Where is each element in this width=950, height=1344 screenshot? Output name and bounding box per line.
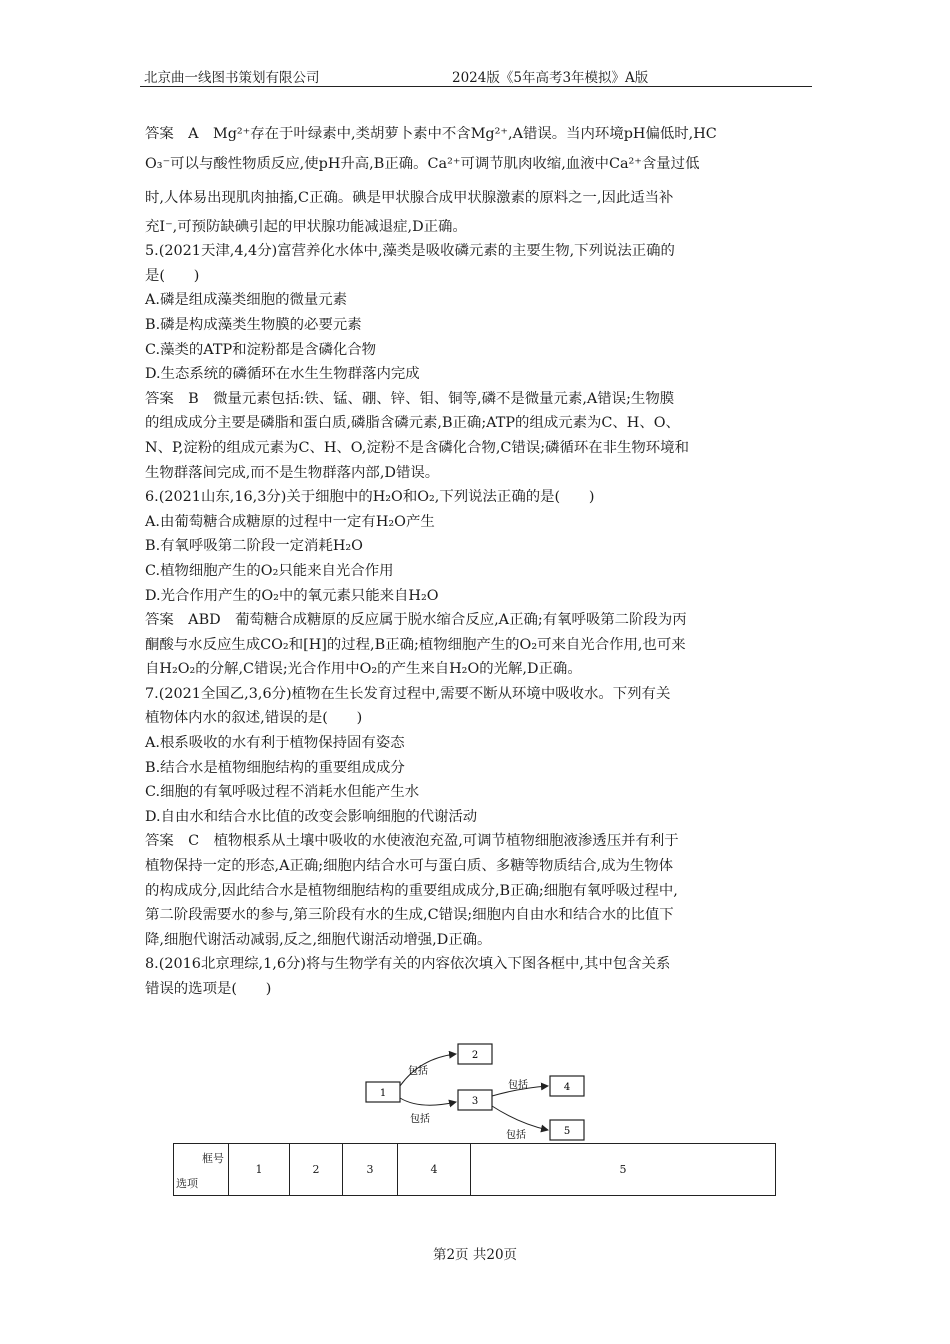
column-header: 2 — [290, 1144, 343, 1196]
arrow-3-to-5 — [492, 1106, 548, 1130]
header-option-label: 选项 — [176, 1177, 198, 1190]
answer-7: 第二阶段需要水的参与,第三阶段有水的生成,C错误;细胞内自由水和结合水的比值下 — [145, 907, 674, 924]
question-5-stem: 5.(2021天津,4,4分)富营养化水体中,藻类是吸收磷元素的主要生物,下列说法正确的 — [145, 243, 675, 260]
question-5-stem: 是( ) — [145, 267, 200, 284]
options-table — [173, 1143, 776, 1196]
text-line: 时,人体易出现肌肉抽搐,C正确。碘是甲状腺合成甲状腺激素的原料之一,因此适当补 — [145, 189, 674, 206]
text-line: 答案 A Mg²⁺存在于叶绿素中,类胡萝卜素中不含Mg²⁺,A错误。当内环境pH偏低时,HC — [145, 126, 717, 142]
text-line: O₃⁻可以与酸性物质反应,使pH升高,B正确。Ca²⁺可调节肌肉收缩,血液中Ca²⁺含量过低 — [145, 155, 700, 172]
book-title: 2024版《5年高考3年模拟》A版 — [452, 70, 649, 86]
option-b: B.有氧呼吸第二阶段一定消耗H₂O — [145, 538, 363, 555]
answer-5: 答案 B 微量元素包括:铁、锰、硼、锌、钼、铜等,磷不是微量元素,A错误;生物膜 — [145, 390, 675, 407]
answer-6: 酮酸与水反应生成CO₂和[H]的过程,B正确;植物细胞产生的O₂可来自光合作用,也可来 — [145, 636, 686, 653]
answer-5: N、P,淀粉的组成元素为C、H、O,淀粉不是含磷化合物,C错误;磷循环在非生物环境和 — [145, 439, 689, 456]
diagram-box-2-label: 2 — [471, 1050, 479, 1061]
question-7-stem: 植物体内水的叙述,错误的是( ) — [145, 710, 363, 727]
header-frame-label: 框号 — [202, 1152, 224, 1165]
page-body — [145, 122, 805, 1002]
option-d: D.自由水和结合水比值的改变会影响细胞的代谢活动 — [145, 808, 478, 825]
option-d: D.生态系统的磷循环在水生生物群落内完成 — [145, 366, 420, 383]
column-header: 4 — [398, 1144, 471, 1196]
arrow-1-to-3 — [400, 1098, 456, 1105]
diagram-box-5-label: 5 — [563, 1126, 571, 1137]
answer-5: 的组成成分主要是磷脂和蛋白质,磷脂含磷元素,B正确;ATP的组成元素为C、H、O、 — [145, 415, 680, 432]
answer-7: 降,细胞代谢活动减弱,反之,细胞代谢活动增强,D正确。 — [145, 931, 492, 948]
arrow-label: 包括 — [508, 1080, 528, 1091]
question-8-stem: 错误的选项是( ) — [145, 981, 272, 997]
publisher-name: 北京曲一线图书策划有限公司 — [144, 70, 320, 86]
page-number: 第2页 共20页 — [432, 1247, 518, 1263]
option-c: C.植物细胞产生的O₂只能来自光合作用 — [145, 562, 394, 579]
option-d: D.光合作用产生的O₂中的氧元素只能来自H₂O — [145, 587, 439, 604]
table-header-cell — [174, 1144, 229, 1196]
diagram-box-1-label: 1 — [379, 1088, 387, 1099]
answer-7: 的构成成分,因此结合水是植物细胞结构的重要组成成分,B正确;细胞有氧呼吸过程中, — [145, 882, 678, 899]
text-line: 充I⁻,可预防缺碘引起的甲状腺功能减退症,D正确。 — [145, 218, 467, 235]
option-a: A.根系吸收的水有利于植物保持固有姿态 — [145, 735, 405, 752]
question-8-stem: 8.(2016北京理综,1,6分)将与生物学有关的内容依次填入下图各框中,其中包含关系 — [145, 956, 671, 973]
option-c: C.藻类的ATP和淀粉都是含磷化合物 — [145, 341, 377, 358]
diagram-box-3-label: 3 — [471, 1096, 479, 1107]
inclusion-diagram — [360, 1040, 600, 1142]
option-b: B.结合水是植物细胞结构的重要组成成分 — [145, 759, 405, 776]
arrow-label: 包括 — [410, 1114, 430, 1125]
answer-6: 自H₂O₂的分解,C错误;光合作用中O₂的产生来自H₂O的光解,D正确。 — [145, 661, 582, 678]
column-header: 1 — [229, 1144, 290, 1196]
option-a: A.由葡萄糖合成糖原的过程中一定有H₂O产生 — [145, 513, 435, 530]
page-header — [140, 66, 812, 87]
option-b: B.磷是构成藻类生物膜的必要元素 — [145, 316, 362, 333]
answer-7: 答案 C 植物根系从土壤中吸收的水使液泡充盈,可调节植物细胞液渗透压并有利于 — [145, 833, 679, 850]
answer-5: 生物群落间完成,而不是生物群落内部,D错误。 — [145, 464, 440, 481]
option-c: C.细胞的有氧呼吸过程不消耗水但能产生水 — [145, 784, 420, 801]
column-header: 3 — [343, 1144, 398, 1196]
option-a: A.磷是组成藻类细胞的微量元素 — [145, 292, 348, 309]
answer-6: 答案 ABD 葡萄糖合成糖原的反应属于脱水缩合反应,A正确;有氧呼吸第二阶段为丙 — [145, 612, 687, 629]
answer-7: 植物保持一定的形态,A正确;细胞内结合水可与蛋白质、多糖等物质结合,成为生物体 — [145, 858, 674, 875]
diagram-box-4-label: 4 — [563, 1082, 571, 1093]
arrow-label: 包括 — [408, 1066, 428, 1077]
question-6-stem: 6.(2021山东,16,3分)关于细胞中的H₂O和O₂,下列说法正确的是( ) — [145, 489, 595, 506]
column-header: 5 — [471, 1144, 776, 1196]
question-7-stem: 7.(2021全国乙,3,6分)植物在生长发育过程中,需要不断从环境中吸收水。下列有关 — [145, 685, 671, 702]
arrow-label: 包括 — [506, 1130, 526, 1141]
